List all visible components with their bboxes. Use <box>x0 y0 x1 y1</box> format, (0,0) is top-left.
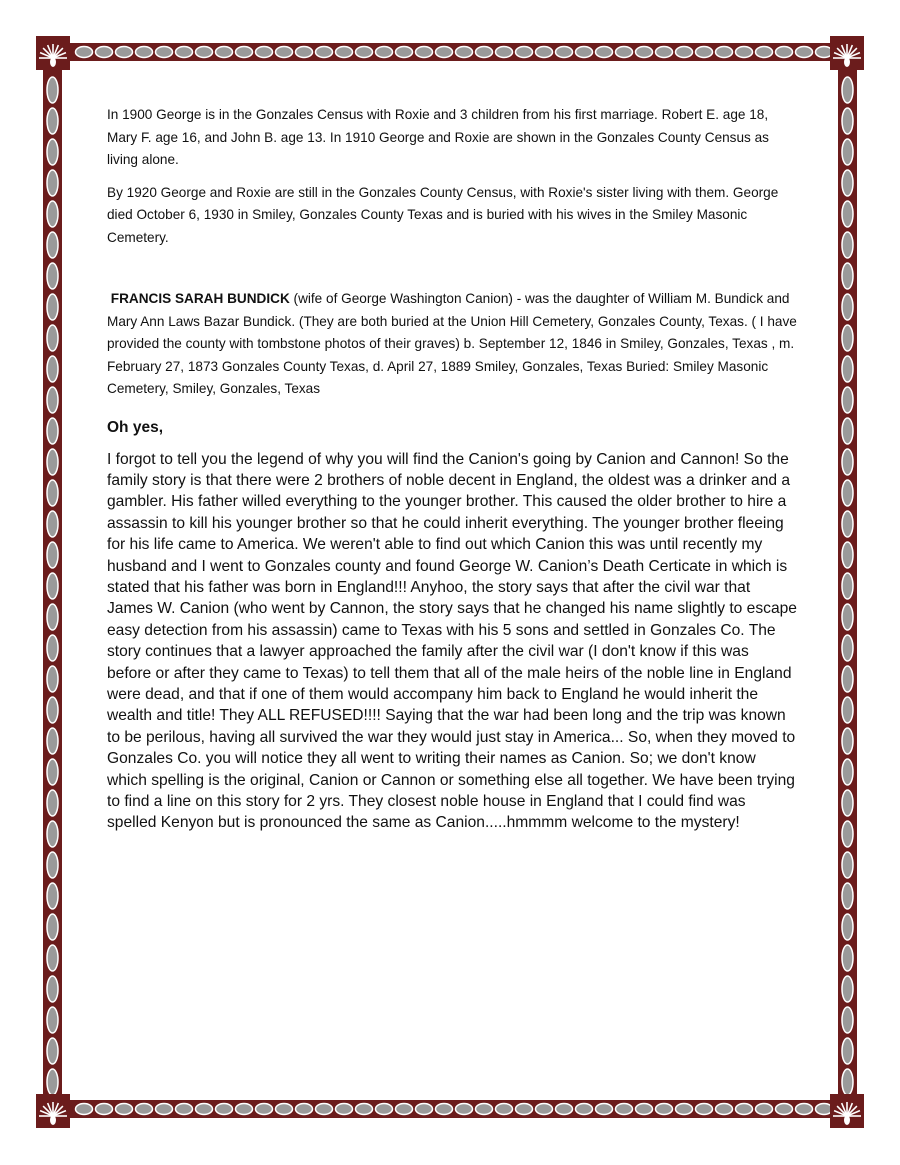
border-oval <box>736 47 753 58</box>
border-oval <box>416 47 433 58</box>
border-oval <box>47 604 58 630</box>
border-oval <box>656 1104 673 1115</box>
border-oval <box>536 47 553 58</box>
border-oval <box>842 1038 853 1064</box>
francis-bundick-name: FRANCIS SARAH BUNDICK <box>110 291 290 306</box>
border-oval <box>47 1038 58 1064</box>
border-oval <box>842 852 853 878</box>
border-oval <box>47 480 58 506</box>
border-oval <box>736 1104 753 1115</box>
border-oval <box>476 47 493 58</box>
border-oval <box>396 1104 413 1115</box>
border-oval <box>47 914 58 940</box>
border-oval <box>296 1104 313 1115</box>
border-oval <box>276 1104 293 1115</box>
border-oval <box>576 1104 593 1115</box>
border-oval <box>96 47 113 58</box>
border-oval <box>842 573 853 599</box>
border-oval <box>236 47 253 58</box>
border-oval <box>356 47 373 58</box>
border-oval <box>396 47 413 58</box>
border-oval <box>76 1104 93 1115</box>
border-oval <box>416 1104 433 1115</box>
corner-drop <box>50 57 56 67</box>
border-oval <box>156 47 173 58</box>
border-oval <box>616 47 633 58</box>
border-oval <box>47 821 58 847</box>
border-oval <box>496 47 513 58</box>
border-oval <box>516 47 533 58</box>
border-oval <box>842 201 853 227</box>
border-oval <box>47 418 58 444</box>
border-oval <box>842 666 853 692</box>
border-oval <box>496 1104 513 1115</box>
border-oval <box>842 418 853 444</box>
census-1920-paragraph: By 1920 George and Roxie are still in the Gonzales County Census, with Roxie's sister living with them. George died October 6, 1930 in Smiley, Gonzales County Texas and is buried with his wives in the Smiley Masonic Cemetery. <box>107 184 779 245</box>
border-oval <box>696 1104 713 1115</box>
border-oval <box>216 47 233 58</box>
border-oval <box>456 47 473 58</box>
border-oval <box>47 108 58 134</box>
border-oval <box>636 47 653 58</box>
border-oval <box>47 294 58 320</box>
border-oval <box>47 573 58 599</box>
border-oval <box>556 47 573 58</box>
border-oval <box>842 263 853 289</box>
border-oval <box>842 635 853 661</box>
border-oval <box>47 1007 58 1033</box>
document-body <box>107 104 797 834</box>
border-oval <box>456 1104 473 1115</box>
border-oval <box>47 666 58 692</box>
border-oval <box>842 883 853 909</box>
border-oval <box>536 1104 553 1115</box>
border-oval <box>376 47 393 58</box>
border-oval <box>776 47 793 58</box>
oh-yes-heading: Oh yes, <box>107 418 163 436</box>
border-oval <box>842 542 853 568</box>
border-oval <box>156 1104 173 1115</box>
border-oval <box>76 47 93 58</box>
border-oval <box>47 852 58 878</box>
border-oval <box>776 1104 793 1115</box>
border-oval <box>47 356 58 382</box>
border-oval <box>842 790 853 816</box>
border-oval <box>47 1069 58 1095</box>
border-oval <box>47 232 58 258</box>
border-oval <box>842 325 853 351</box>
border-oval <box>47 201 58 227</box>
corner-drop <box>50 1115 56 1125</box>
border-oval <box>176 47 193 58</box>
border-oval <box>47 542 58 568</box>
border-oval <box>47 77 58 103</box>
border-oval <box>616 1104 633 1115</box>
border-oval <box>636 1104 653 1115</box>
border-oval <box>336 1104 353 1115</box>
corner-drop <box>844 1115 850 1125</box>
border-oval <box>216 1104 233 1115</box>
border-oval <box>716 1104 733 1115</box>
border-oval <box>756 47 773 58</box>
corner-drop <box>844 57 850 67</box>
border-oval <box>196 1104 213 1115</box>
border-oval <box>47 635 58 661</box>
border-oval <box>816 1104 833 1115</box>
border-oval <box>436 1104 453 1115</box>
border-oval <box>576 47 593 58</box>
border-oval <box>656 47 673 58</box>
border-oval <box>842 604 853 630</box>
border-oval <box>676 1104 693 1115</box>
border-oval <box>47 263 58 289</box>
border-oval <box>842 449 853 475</box>
border-oval <box>696 47 713 58</box>
border-oval <box>47 728 58 754</box>
border-oval <box>842 759 853 785</box>
border-oval <box>47 449 58 475</box>
border-oval <box>842 232 853 258</box>
border-oval <box>376 1104 393 1115</box>
border-oval <box>716 47 733 58</box>
border-oval <box>816 47 833 58</box>
border-oval <box>676 47 693 58</box>
border-oval <box>316 1104 333 1115</box>
border-oval <box>136 47 153 58</box>
border-oval <box>842 356 853 382</box>
border-oval <box>136 1104 153 1115</box>
border-oval <box>47 387 58 413</box>
border-oval <box>47 790 58 816</box>
border-oval <box>842 170 853 196</box>
border-oval <box>256 1104 273 1115</box>
border-oval <box>842 77 853 103</box>
border-oval <box>842 480 853 506</box>
border-oval <box>476 1104 493 1115</box>
border-oval <box>596 1104 613 1115</box>
border-oval <box>116 47 133 58</box>
border-oval <box>842 294 853 320</box>
border-oval <box>842 914 853 940</box>
border-oval <box>47 883 58 909</box>
border-oval <box>47 759 58 785</box>
border-oval <box>436 47 453 58</box>
border-oval <box>336 47 353 58</box>
border-oval <box>516 1104 533 1115</box>
border-oval <box>96 1104 113 1115</box>
border-oval <box>236 1104 253 1115</box>
border-oval <box>842 108 853 134</box>
francis-bundick-paragraph <box>107 288 797 401</box>
border-oval <box>842 1069 853 1095</box>
border-oval <box>796 1104 813 1115</box>
border-oval <box>842 821 853 847</box>
border-oval <box>842 139 853 165</box>
border-oval <box>176 1104 193 1115</box>
border-oval <box>596 47 613 58</box>
border-oval <box>116 1104 133 1115</box>
border-oval <box>842 945 853 971</box>
border-oval <box>842 728 853 754</box>
census-1900-paragraph: In 1900 George is in the Gonzales Census with Roxie and 3 children from his first marriage. Robert E. age 18, Mary F. age 16, and John B. age 13. In 1910 George and Roxie are shown in the Gonzales County Census as living alone. <box>107 107 769 167</box>
border-oval <box>47 325 58 351</box>
border-oval <box>842 511 853 537</box>
border-oval <box>842 1007 853 1033</box>
border-oval <box>47 945 58 971</box>
border-oval <box>842 387 853 413</box>
francis-bundick-details: (wife of George Washington Canion) - was the daughter of William M. Bundick and Mary Ann Laws Bazar Bundick. (They are both buried at the Union Hill Cemetery, Gonzales County, Texas. ( I have provided the county with tombstone photos of their graves) b. September 12, 1846 in Smiley, Gonzales, Texas , m. February 27, 1873 Gonzales County Texas, d. April 27, 1889 Smiley, Gonzales, Texas Buried: Smiley Masonic Cemetery, Smiley, Gonzales, Texas <box>107 291 797 396</box>
border-oval <box>842 697 853 723</box>
border-oval <box>47 170 58 196</box>
legend-paragraph: I forgot to tell you the legend of why you will find the Canion's going by Canion and Cannon! So the family story is that there were 2 brothers of noble decent in England, the oldest was a drinker and a gambler. His father willed everything to the younger brother. This caused the older brother to hire a assassin to kill his younger brother so that he could inherit everything. The younger brother fleeing for his life came to America. We weren't able to find out which Canion this was until recently my husband and I went to Gonzales county and found George W. Canion’s Death Certicate in which is stated that his father was born in England!!! Anyhoo, the story says that after the civil war that James W. Canion (who went by Cannon, the story says that he changed his name slightly to escape easy detection from his assassin) came to Texas with his 5 sons and settled in Gonzales Co. The story continues that a lawyer approached the family after the civil war (I don't know if this was before or after they came to Texas) to tell them that all of the male heirs of the noble line in England were dead, and that if one of them would accompany him back to England he would inherit the wealth and title! They ALL REFUSED!!!! Saying that the war had been long and the trip was known to be perilous, having all survived the war they would just stay in America... So, when they moved to Gonzales Co. you will notice they all went to writing their names as Canion. So; we don't know which spelling is the original, Canion or Cannon or something else all together. We have been trying to find a line on this story for 2 yrs. They closest noble house in England that I could find was spelled Kenyon but is pronounced the same as Canion.....hmmmm welcome to the mystery! <box>107 450 797 832</box>
border-oval <box>296 47 313 58</box>
border-oval <box>47 511 58 537</box>
border-oval <box>47 697 58 723</box>
border-oval <box>276 47 293 58</box>
border-oval <box>256 47 273 58</box>
border-oval <box>756 1104 773 1115</box>
border-oval <box>196 47 213 58</box>
border-oval <box>842 976 853 1002</box>
border-oval <box>47 976 58 1002</box>
border-oval <box>556 1104 573 1115</box>
border-oval <box>316 47 333 58</box>
border-oval <box>796 47 813 58</box>
border-oval <box>356 1104 373 1115</box>
border-oval <box>47 139 58 165</box>
